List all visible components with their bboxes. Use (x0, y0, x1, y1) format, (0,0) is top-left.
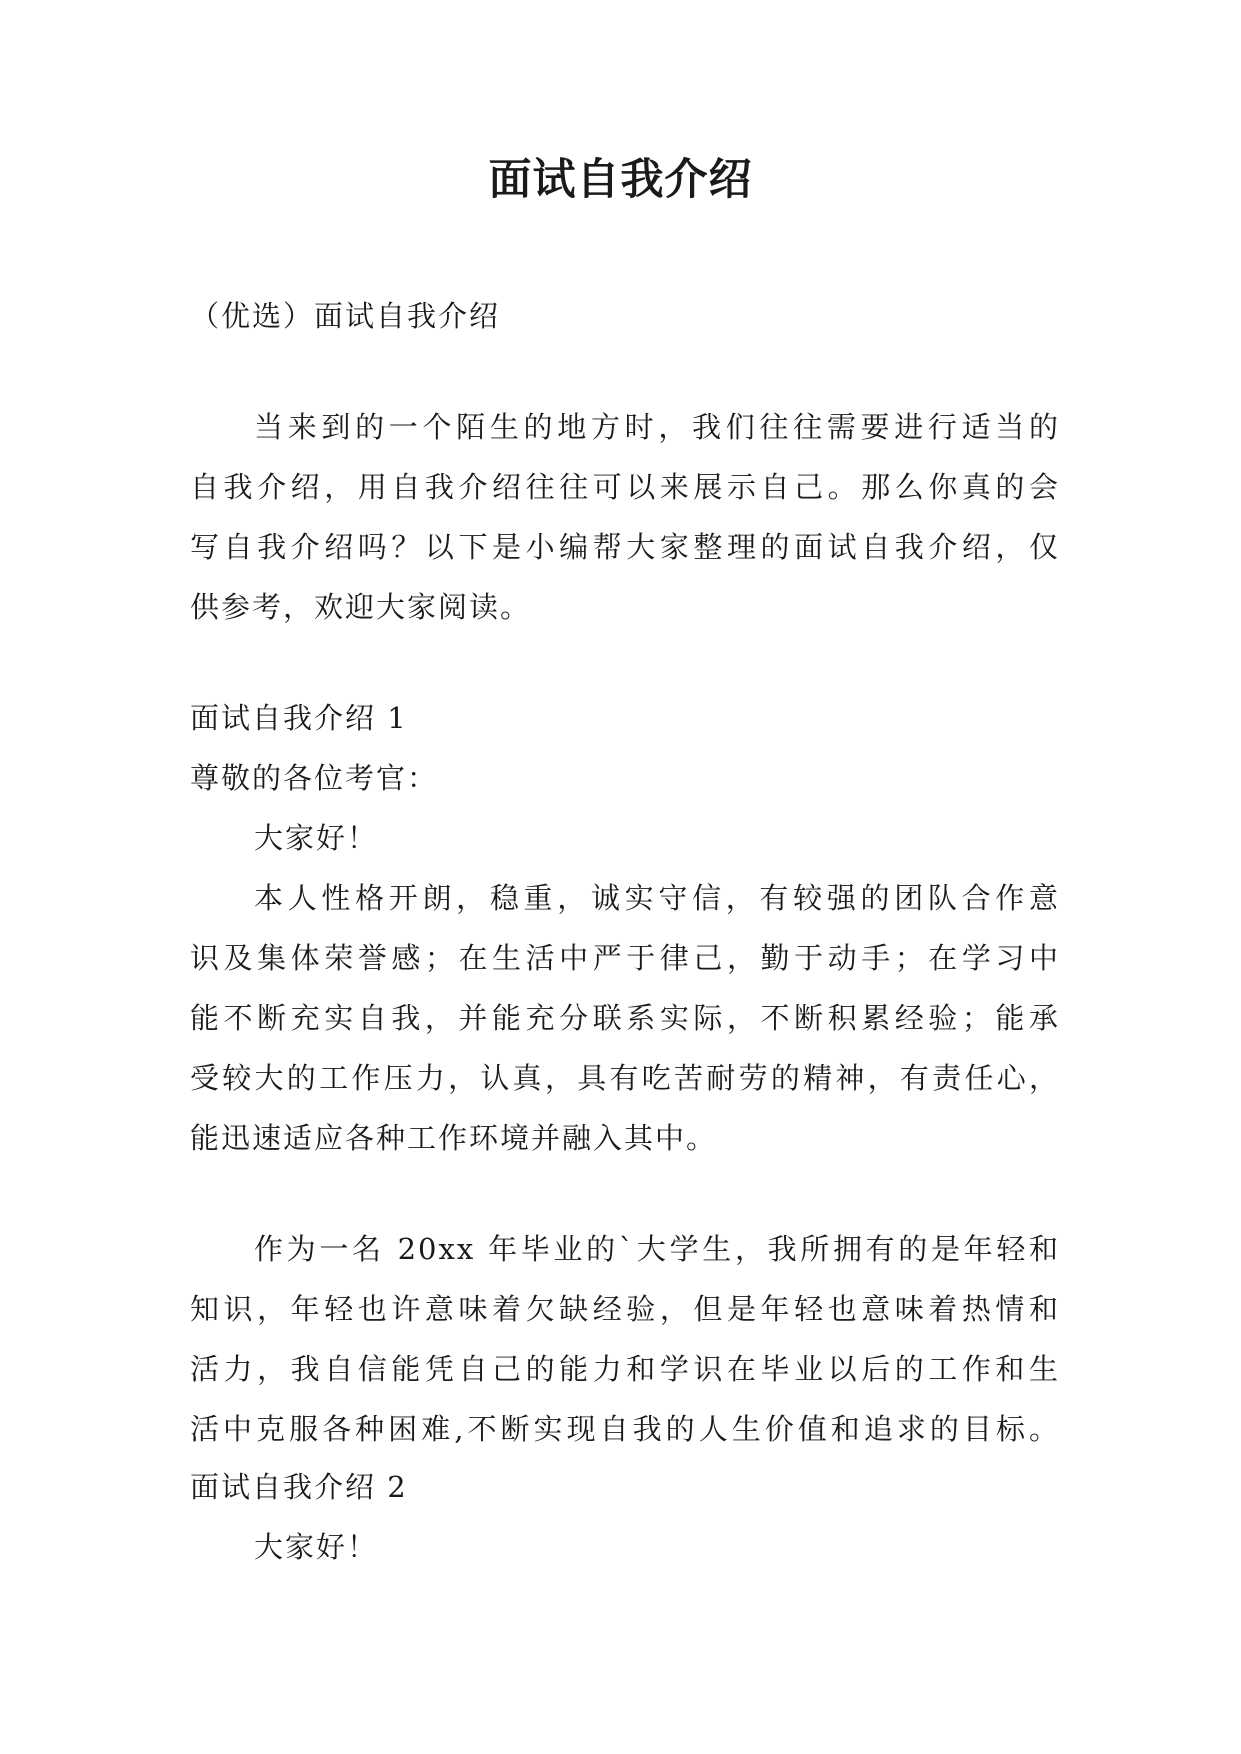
paragraph-line: 活中克服各种困难,不断实现自我的人生价值和追求的目标。 (190, 1412, 1060, 1446)
intro-line: 写自我介绍吗？以下是小编帮大家整理的面试自我介绍，仅 (190, 530, 1060, 564)
section2-heading: 面试自我介绍 2 (190, 1470, 408, 1504)
paragraph-line: 能迅速适应各种工作环境并融入其中。 (190, 1121, 718, 1155)
paragraph-line: 能不断充实自我，并能充分联系实际，不断积累经验；能承 (190, 1001, 1060, 1035)
salutation: 尊敬的各位考官： (190, 761, 439, 795)
paragraph-line: 识及集体荣誉感；在生活中严于律己，勤于动手；在学习中 (190, 941, 1060, 975)
greeting: 大家好！ (254, 1530, 379, 1564)
intro-line: 自我介绍，用自我介绍往往可以来展示自己。那么你真的会 (190, 470, 1060, 504)
paragraph-line: 知识，年轻也许意味着欠缺经验，但是年轻也意味着热情和 (190, 1292, 1060, 1326)
paragraph-line: 受较大的工作压力，认真，具有吃苦耐劳的精神，有责任心， (190, 1061, 1060, 1095)
document-title: 面试自我介绍 (488, 155, 753, 205)
greeting: 大家好！ (254, 821, 379, 855)
section1-heading: 面试自我介绍 1 (190, 701, 408, 735)
paragraph-line: 作为一名 20xx 年毕业的`大学生，我所拥有的是年轻和 (254, 1232, 1060, 1266)
intro-line: 供参考，欢迎大家阅读。 (190, 590, 532, 624)
subtitle: （优选）面试自我介绍 (190, 299, 501, 333)
paragraph-line: 活力，我自信能凭自己的能力和学识在毕业以后的工作和生 (190, 1352, 1060, 1386)
paragraph-line: 本人性格开朗，稳重，诚实守信，有较强的团队合作意 (254, 881, 1060, 915)
intro-line: 当来到的一个陌生的地方时，我们往往需要进行适当的 (254, 410, 1060, 444)
